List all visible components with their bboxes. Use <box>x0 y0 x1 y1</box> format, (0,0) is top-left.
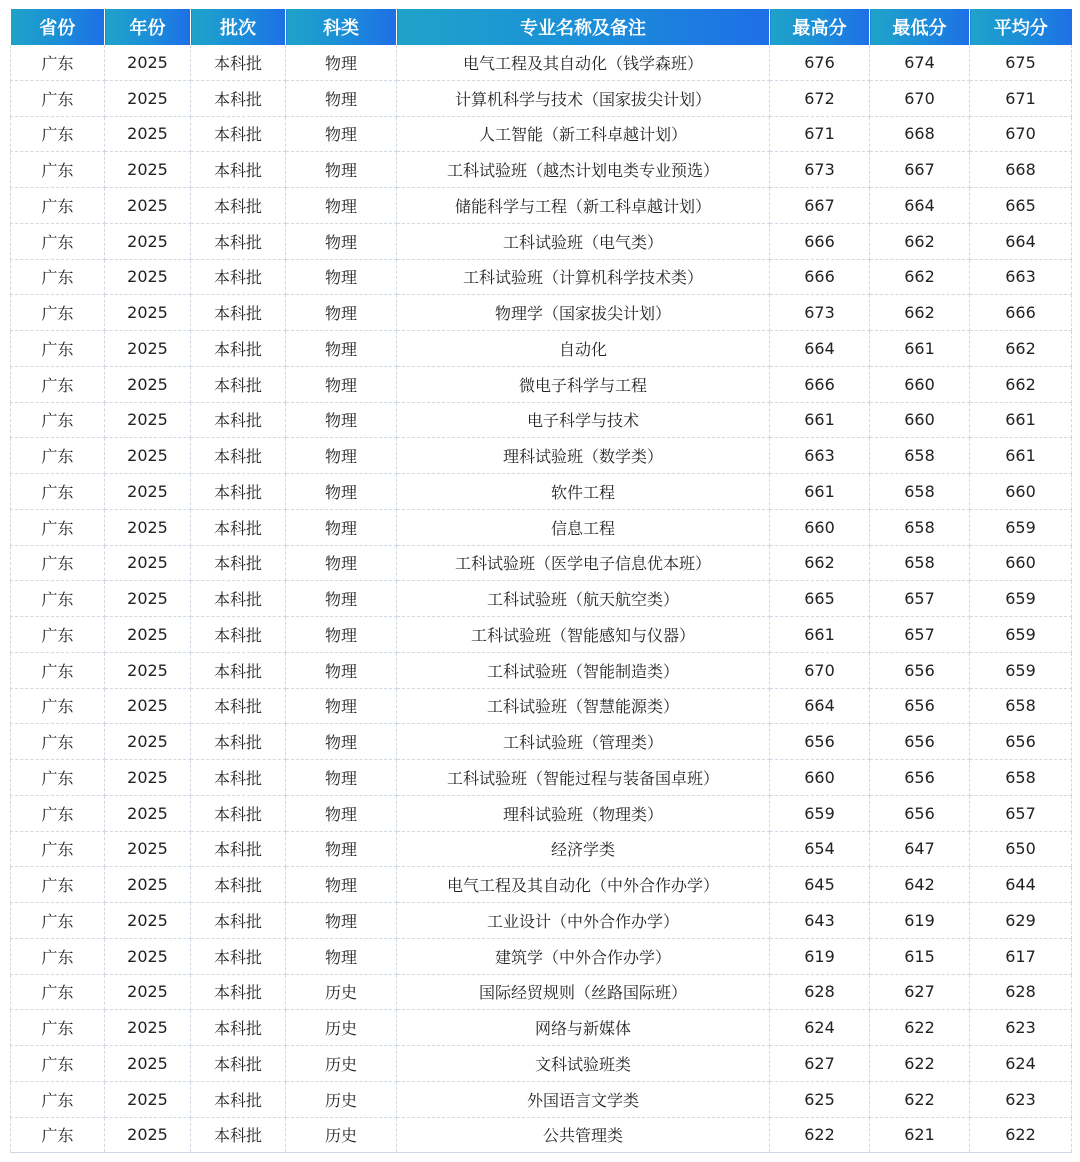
cell-min-score: 660 <box>870 366 970 402</box>
cell-batch: 本科批 <box>191 652 286 688</box>
cell-year: 2025 <box>105 295 191 331</box>
cell-avg-score: 659 <box>970 581 1072 617</box>
cell-max-score: 667 <box>770 188 870 224</box>
cell-max-score: 673 <box>770 152 870 188</box>
cell-batch: 本科批 <box>191 724 286 760</box>
cell-min-score: 619 <box>870 903 970 939</box>
cell-province: 广东 <box>11 45 105 80</box>
cell-major-name: 工科试验班（医学电子信息优本班） <box>397 545 770 581</box>
cell-province: 广东 <box>11 116 105 152</box>
cell-batch: 本科批 <box>191 295 286 331</box>
cell-avg-score: 623 <box>970 1010 1072 1046</box>
cell-major-name: 文科试验班类 <box>397 1046 770 1082</box>
cell-max-score: 643 <box>770 903 870 939</box>
cell-subject-category: 物理 <box>286 617 397 653</box>
header-row <box>11 9 1072 45</box>
cell-max-score: 625 <box>770 1081 870 1117</box>
cell-year: 2025 <box>105 509 191 545</box>
cell-subject-category: 物理 <box>286 116 397 152</box>
cell-batch: 本科批 <box>191 402 286 438</box>
cell-province: 广东 <box>11 724 105 760</box>
cell-subject-category: 物理 <box>286 545 397 581</box>
cell-max-score: 673 <box>770 295 870 331</box>
table-row <box>11 831 1072 867</box>
header-avg-score: 平均分 <box>970 9 1072 45</box>
cell-batch: 本科批 <box>191 974 286 1010</box>
cell-major-name: 经济学类 <box>397 831 770 867</box>
table-row <box>11 366 1072 402</box>
cell-subject-category: 物理 <box>286 938 397 974</box>
cell-province: 广东 <box>11 545 105 581</box>
table-row <box>11 1117 1072 1153</box>
cell-year: 2025 <box>105 617 191 653</box>
cell-major-name: 国际经贸规则（丝路国际班） <box>397 974 770 1010</box>
table-row <box>11 938 1072 974</box>
cell-batch: 本科批 <box>191 1010 286 1046</box>
header-year: 年份 <box>105 9 191 45</box>
cell-min-score: 622 <box>870 1046 970 1082</box>
table-row <box>11 295 1072 331</box>
table-row <box>11 45 1072 80</box>
cell-min-score: 657 <box>870 617 970 653</box>
cell-major-name: 公共管理类 <box>397 1117 770 1153</box>
cell-province: 广东 <box>11 974 105 1010</box>
cell-avg-score: 658 <box>970 688 1072 724</box>
cell-year: 2025 <box>105 867 191 903</box>
cell-max-score: 622 <box>770 1117 870 1153</box>
cell-batch: 本科批 <box>191 223 286 259</box>
cell-province: 广东 <box>11 581 105 617</box>
header-province: 省份 <box>11 9 105 45</box>
cell-batch: 本科批 <box>191 617 286 653</box>
cell-province: 广东 <box>11 152 105 188</box>
cell-batch: 本科批 <box>191 259 286 295</box>
table-row <box>11 80 1072 116</box>
cell-province: 广东 <box>11 402 105 438</box>
cell-major-name: 工科试验班（智能过程与装备国卓班） <box>397 760 770 796</box>
cell-major-name: 外国语言文学类 <box>397 1081 770 1117</box>
table-row <box>11 724 1072 760</box>
cell-batch: 本科批 <box>191 581 286 617</box>
cell-major-name: 理科试验班（物理类） <box>397 795 770 831</box>
cell-subject-category: 物理 <box>286 45 397 80</box>
table-row <box>11 867 1072 903</box>
cell-max-score: 660 <box>770 509 870 545</box>
cell-province: 广东 <box>11 831 105 867</box>
cell-year: 2025 <box>105 402 191 438</box>
cell-min-score: 660 <box>870 402 970 438</box>
cell-subject-category: 物理 <box>286 509 397 545</box>
cell-avg-score: 656 <box>970 724 1072 760</box>
cell-min-score: 656 <box>870 652 970 688</box>
cell-subject-category: 历史 <box>286 1081 397 1117</box>
cell-max-score: 665 <box>770 581 870 617</box>
cell-year: 2025 <box>105 366 191 402</box>
cell-province: 广东 <box>11 795 105 831</box>
cell-min-score: 658 <box>870 509 970 545</box>
cell-avg-score: 622 <box>970 1117 1072 1153</box>
cell-year: 2025 <box>105 1010 191 1046</box>
cell-major-name: 工科试验班（计算机科学技术类） <box>397 259 770 295</box>
cell-avg-score: 661 <box>970 438 1072 474</box>
cell-subject-category: 历史 <box>286 1046 397 1082</box>
cell-min-score: 662 <box>870 259 970 295</box>
cell-min-score: 656 <box>870 795 970 831</box>
table-row <box>11 581 1072 617</box>
cell-province: 广东 <box>11 331 105 367</box>
cell-max-score: 656 <box>770 724 870 760</box>
cell-avg-score: 665 <box>970 188 1072 224</box>
table-row <box>11 438 1072 474</box>
cell-year: 2025 <box>105 1117 191 1153</box>
cell-subject-category: 物理 <box>286 867 397 903</box>
cell-batch: 本科批 <box>191 1046 286 1082</box>
cell-min-score: 656 <box>870 688 970 724</box>
cell-min-score: 627 <box>870 974 970 1010</box>
cell-batch: 本科批 <box>191 116 286 152</box>
cell-batch: 本科批 <box>191 1117 286 1153</box>
table-row <box>11 223 1072 259</box>
cell-province: 广东 <box>11 1046 105 1082</box>
table-row <box>11 652 1072 688</box>
cell-batch: 本科批 <box>191 45 286 80</box>
cell-province: 广东 <box>11 938 105 974</box>
cell-max-score: 663 <box>770 438 870 474</box>
cell-province: 广东 <box>11 867 105 903</box>
cell-batch: 本科批 <box>191 152 286 188</box>
cell-subject-category: 物理 <box>286 831 397 867</box>
header-min-score: 最低分 <box>870 9 970 45</box>
cell-year: 2025 <box>105 474 191 510</box>
cell-max-score: 666 <box>770 366 870 402</box>
cell-subject-category: 物理 <box>286 724 397 760</box>
cell-subject-category: 物理 <box>286 795 397 831</box>
cell-subject-category: 历史 <box>286 974 397 1010</box>
cell-year: 2025 <box>105 760 191 796</box>
cell-min-score: 657 <box>870 581 970 617</box>
cell-avg-score: 617 <box>970 938 1072 974</box>
cell-max-score: 628 <box>770 974 870 1010</box>
cell-batch: 本科批 <box>191 474 286 510</box>
cell-major-name: 电气工程及其自动化（钱学森班） <box>397 45 770 80</box>
cell-major-name: 物理学（国家拔尖计划） <box>397 295 770 331</box>
cell-min-score: 622 <box>870 1081 970 1117</box>
cell-max-score: 624 <box>770 1010 870 1046</box>
table-row <box>11 903 1072 939</box>
cell-major-name: 软件工程 <box>397 474 770 510</box>
cell-major-name: 工科试验班（管理类） <box>397 724 770 760</box>
cell-avg-score: 658 <box>970 760 1072 796</box>
cell-avg-score: 670 <box>970 116 1072 152</box>
table-row <box>11 474 1072 510</box>
cell-subject-category: 物理 <box>286 223 397 259</box>
cell-max-score: 672 <box>770 80 870 116</box>
cell-avg-score: 629 <box>970 903 1072 939</box>
table-row <box>11 402 1072 438</box>
cell-year: 2025 <box>105 688 191 724</box>
cell-avg-score: 650 <box>970 831 1072 867</box>
cell-batch: 本科批 <box>191 80 286 116</box>
cell-province: 广东 <box>11 617 105 653</box>
cell-avg-score: 668 <box>970 152 1072 188</box>
cell-batch: 本科批 <box>191 795 286 831</box>
cell-avg-score: 662 <box>970 366 1072 402</box>
cell-year: 2025 <box>105 903 191 939</box>
cell-max-score: 660 <box>770 760 870 796</box>
cell-max-score: 664 <box>770 688 870 724</box>
header-subject-category: 科类 <box>286 9 397 45</box>
cell-max-score: 627 <box>770 1046 870 1082</box>
cell-max-score: 670 <box>770 652 870 688</box>
cell-subject-category: 物理 <box>286 188 397 224</box>
cell-avg-score: 659 <box>970 652 1072 688</box>
cell-avg-score: 660 <box>970 545 1072 581</box>
cell-year: 2025 <box>105 223 191 259</box>
cell-avg-score: 663 <box>970 259 1072 295</box>
cell-min-score: 658 <box>870 545 970 581</box>
cell-major-name: 信息工程 <box>397 509 770 545</box>
cell-major-name: 建筑学（中外合作办学） <box>397 938 770 974</box>
cell-province: 广东 <box>11 474 105 510</box>
cell-max-score: 661 <box>770 617 870 653</box>
cell-subject-category: 物理 <box>286 688 397 724</box>
admission-scores-table-container <box>10 9 1071 1153</box>
cell-min-score: 642 <box>870 867 970 903</box>
cell-max-score: 661 <box>770 474 870 510</box>
cell-province: 广东 <box>11 509 105 545</box>
cell-min-score: 615 <box>870 938 970 974</box>
cell-year: 2025 <box>105 652 191 688</box>
cell-min-score: 621 <box>870 1117 970 1153</box>
cell-min-score: 658 <box>870 438 970 474</box>
cell-max-score: 645 <box>770 867 870 903</box>
header-max-score: 最高分 <box>770 9 870 45</box>
cell-major-name: 工科试验班（智能制造类） <box>397 652 770 688</box>
cell-min-score: 662 <box>870 295 970 331</box>
cell-year: 2025 <box>105 974 191 1010</box>
cell-province: 广东 <box>11 80 105 116</box>
cell-max-score: 676 <box>770 45 870 80</box>
cell-subject-category: 物理 <box>286 903 397 939</box>
cell-min-score: 670 <box>870 80 970 116</box>
cell-batch: 本科批 <box>191 938 286 974</box>
cell-max-score: 654 <box>770 831 870 867</box>
cell-avg-score: 671 <box>970 80 1072 116</box>
table-row <box>11 974 1072 1010</box>
cell-max-score: 666 <box>770 259 870 295</box>
cell-year: 2025 <box>105 724 191 760</box>
cell-subject-category: 物理 <box>286 652 397 688</box>
cell-min-score: 664 <box>870 188 970 224</box>
cell-major-name: 储能科学与工程（新工科卓越计划） <box>397 188 770 224</box>
cell-year: 2025 <box>105 581 191 617</box>
cell-province: 广东 <box>11 438 105 474</box>
table-row <box>11 688 1072 724</box>
cell-min-score: 658 <box>870 474 970 510</box>
cell-major-name: 人工智能（新工科卓越计划） <box>397 116 770 152</box>
cell-province: 广东 <box>11 760 105 796</box>
cell-subject-category: 物理 <box>286 366 397 402</box>
cell-major-name: 工科试验班（智慧能源类） <box>397 688 770 724</box>
cell-subject-category: 物理 <box>286 760 397 796</box>
cell-max-score: 664 <box>770 331 870 367</box>
cell-subject-category: 物理 <box>286 581 397 617</box>
cell-avg-score: 659 <box>970 617 1072 653</box>
cell-min-score: 647 <box>870 831 970 867</box>
cell-batch: 本科批 <box>191 760 286 796</box>
cell-major-name: 自动化 <box>397 331 770 367</box>
cell-avg-score: 662 <box>970 331 1072 367</box>
cell-year: 2025 <box>105 188 191 224</box>
table-row <box>11 545 1072 581</box>
cell-avg-score: 661 <box>970 402 1072 438</box>
table-row <box>11 760 1072 796</box>
table-row <box>11 617 1072 653</box>
cell-major-name: 电子科学与技术 <box>397 402 770 438</box>
cell-major-name: 计算机科学与技术（国家拔尖计划） <box>397 80 770 116</box>
cell-year: 2025 <box>105 938 191 974</box>
cell-max-score: 662 <box>770 545 870 581</box>
cell-year: 2025 <box>105 438 191 474</box>
cell-batch: 本科批 <box>191 1081 286 1117</box>
cell-min-score: 656 <box>870 724 970 760</box>
cell-min-score: 668 <box>870 116 970 152</box>
cell-year: 2025 <box>105 331 191 367</box>
cell-subject-category: 物理 <box>286 80 397 116</box>
cell-avg-score: 624 <box>970 1046 1072 1082</box>
cell-batch: 本科批 <box>191 545 286 581</box>
cell-province: 广东 <box>11 188 105 224</box>
cell-year: 2025 <box>105 45 191 80</box>
table-row <box>11 1046 1072 1082</box>
cell-province: 广东 <box>11 1117 105 1153</box>
table-row <box>11 795 1072 831</box>
cell-batch: 本科批 <box>191 867 286 903</box>
cell-province: 广东 <box>11 259 105 295</box>
admission-scores-table <box>10 9 1072 1153</box>
cell-min-score: 667 <box>870 152 970 188</box>
cell-major-name: 工科试验班（航天航空类） <box>397 581 770 617</box>
cell-max-score: 666 <box>770 223 870 259</box>
cell-subject-category: 物理 <box>286 474 397 510</box>
cell-subject-category: 物理 <box>286 259 397 295</box>
cell-batch: 本科批 <box>191 831 286 867</box>
cell-year: 2025 <box>105 80 191 116</box>
cell-max-score: 619 <box>770 938 870 974</box>
header-batch: 批次 <box>191 9 286 45</box>
cell-subject-category: 物理 <box>286 438 397 474</box>
cell-major-name: 电气工程及其自动化（中外合作办学） <box>397 867 770 903</box>
cell-avg-score: 623 <box>970 1081 1072 1117</box>
cell-subject-category: 物理 <box>286 402 397 438</box>
header-major-name: 专业名称及备注 <box>397 9 770 45</box>
cell-min-score: 674 <box>870 45 970 80</box>
cell-max-score: 671 <box>770 116 870 152</box>
cell-min-score: 656 <box>870 760 970 796</box>
cell-province: 广东 <box>11 366 105 402</box>
cell-major-name: 工业设计（中外合作办学） <box>397 903 770 939</box>
cell-min-score: 622 <box>870 1010 970 1046</box>
cell-batch: 本科批 <box>191 366 286 402</box>
table-row <box>11 116 1072 152</box>
cell-batch: 本科批 <box>191 509 286 545</box>
cell-major-name: 工科试验班（智能感知与仪器） <box>397 617 770 653</box>
table-row <box>11 331 1072 367</box>
table-row <box>11 1081 1072 1117</box>
cell-avg-score: 675 <box>970 45 1072 80</box>
cell-major-name: 理科试验班（数学类） <box>397 438 770 474</box>
cell-avg-score: 660 <box>970 474 1072 510</box>
cell-province: 广东 <box>11 295 105 331</box>
table-row <box>11 152 1072 188</box>
cell-batch: 本科批 <box>191 688 286 724</box>
cell-max-score: 661 <box>770 402 870 438</box>
cell-year: 2025 <box>105 831 191 867</box>
cell-year: 2025 <box>105 259 191 295</box>
cell-province: 广东 <box>11 652 105 688</box>
cell-major-name: 工科试验班（越杰计划电类专业预选） <box>397 152 770 188</box>
cell-province: 广东 <box>11 1081 105 1117</box>
cell-batch: 本科批 <box>191 188 286 224</box>
cell-year: 2025 <box>105 545 191 581</box>
cell-year: 2025 <box>105 795 191 831</box>
cell-min-score: 662 <box>870 223 970 259</box>
cell-province: 广东 <box>11 223 105 259</box>
cell-avg-score: 644 <box>970 867 1072 903</box>
cell-subject-category: 物理 <box>286 152 397 188</box>
cell-subject-category: 历史 <box>286 1010 397 1046</box>
table-row <box>11 259 1072 295</box>
cell-subject-category: 物理 <box>286 331 397 367</box>
cell-year: 2025 <box>105 116 191 152</box>
table-body <box>11 45 1072 1153</box>
cell-year: 2025 <box>105 1081 191 1117</box>
cell-avg-score: 659 <box>970 509 1072 545</box>
cell-avg-score: 666 <box>970 295 1072 331</box>
cell-min-score: 661 <box>870 331 970 367</box>
cell-major-name: 网络与新媒体 <box>397 1010 770 1046</box>
cell-avg-score: 664 <box>970 223 1072 259</box>
cell-max-score: 659 <box>770 795 870 831</box>
cell-avg-score: 628 <box>970 974 1072 1010</box>
table-row <box>11 1010 1072 1046</box>
table-header <box>11 9 1072 45</box>
table-row <box>11 509 1072 545</box>
cell-avg-score: 657 <box>970 795 1072 831</box>
cell-major-name: 工科试验班（电气类） <box>397 223 770 259</box>
cell-batch: 本科批 <box>191 438 286 474</box>
table-row <box>11 188 1072 224</box>
cell-major-name: 微电子科学与工程 <box>397 366 770 402</box>
cell-province: 广东 <box>11 688 105 724</box>
cell-province: 广东 <box>11 1010 105 1046</box>
cell-subject-category: 物理 <box>286 295 397 331</box>
cell-year: 2025 <box>105 152 191 188</box>
cell-batch: 本科批 <box>191 331 286 367</box>
cell-year: 2025 <box>105 1046 191 1082</box>
cell-subject-category: 历史 <box>286 1117 397 1153</box>
cell-batch: 本科批 <box>191 903 286 939</box>
cell-province: 广东 <box>11 903 105 939</box>
